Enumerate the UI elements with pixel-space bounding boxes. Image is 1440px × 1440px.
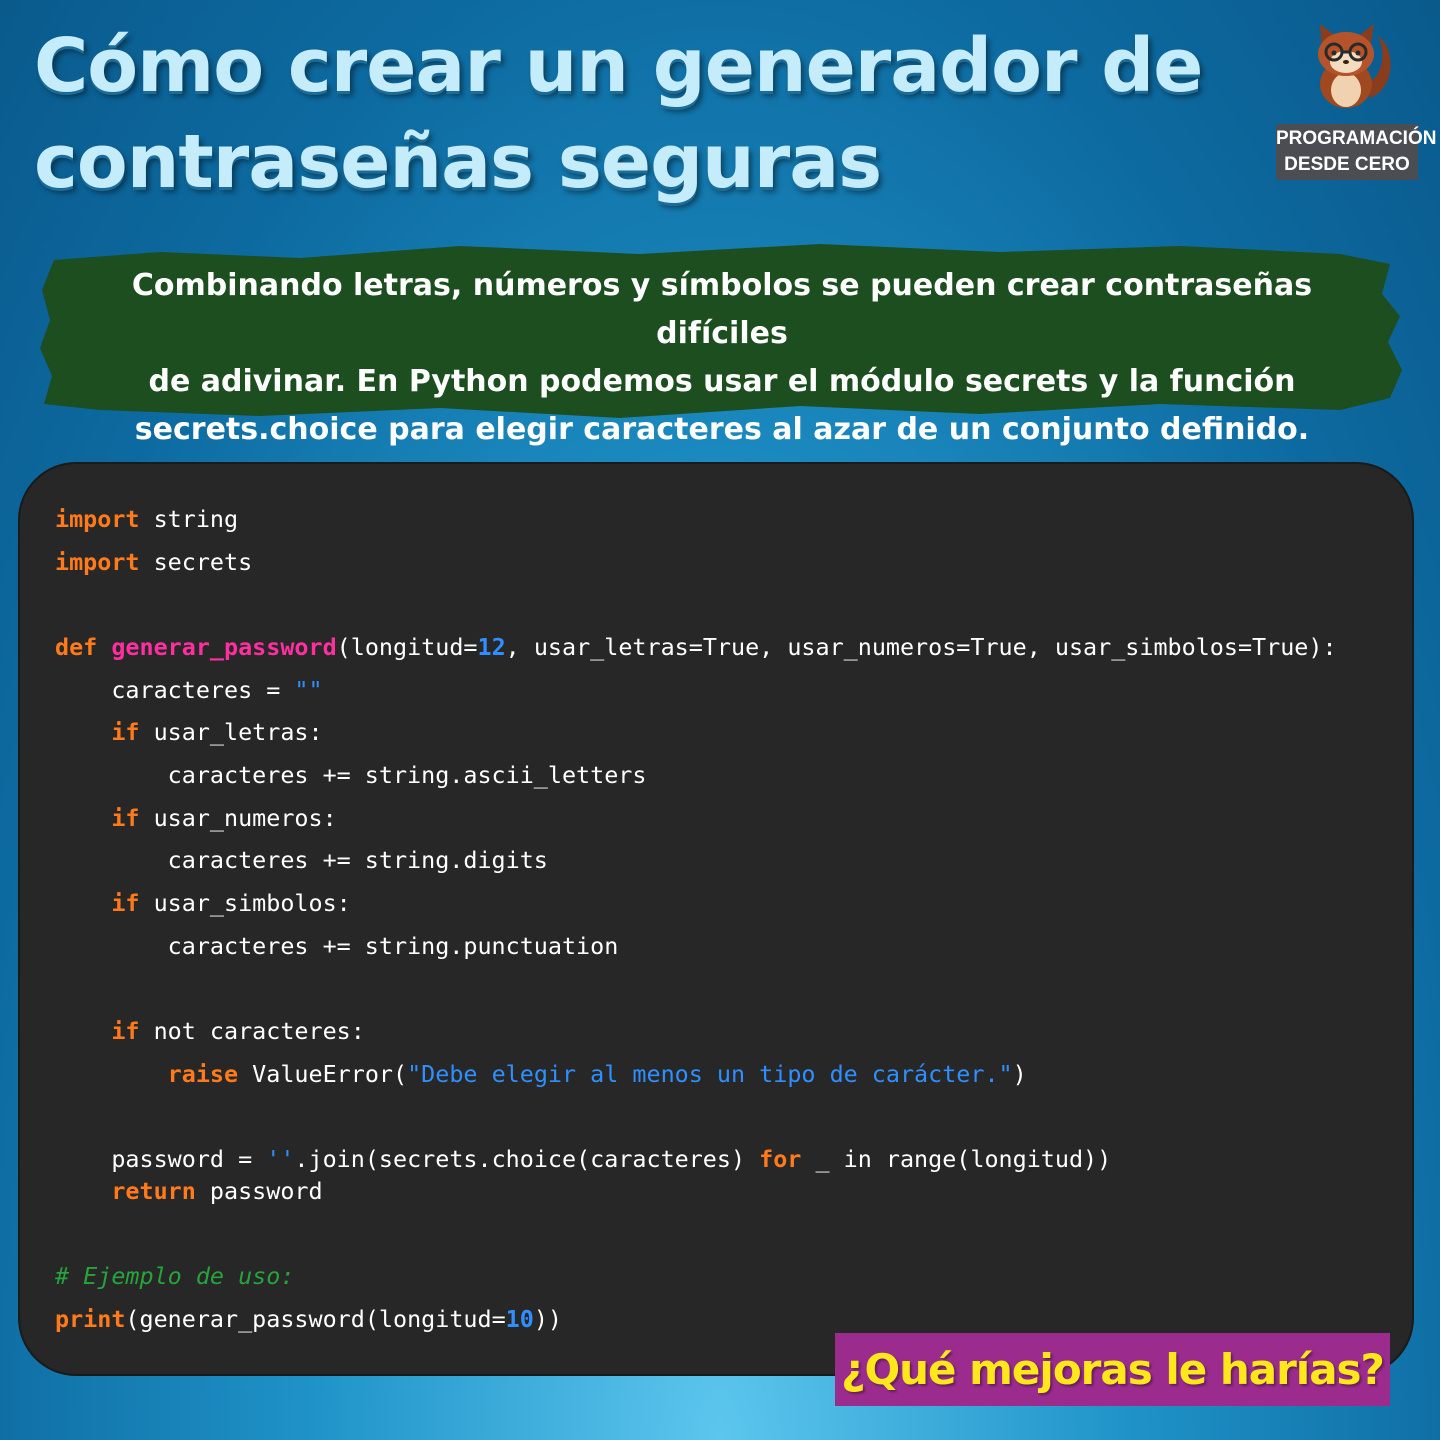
code-text: (longitud= bbox=[336, 633, 478, 661]
code-editor-panel bbox=[20, 464, 1412, 1374]
code-indent bbox=[55, 1177, 111, 1205]
code-text: caracteres = bbox=[55, 676, 295, 704]
brand-label bbox=[1276, 124, 1437, 180]
intro-line-2: de adivinar. En Python podemos usar el módulo secrets y la función bbox=[148, 364, 1296, 399]
title-line-2: contraseñas seguras bbox=[34, 119, 882, 205]
code-text: password = bbox=[55, 1145, 267, 1173]
code-indent bbox=[55, 804, 111, 832]
code-text: )) bbox=[533, 1305, 562, 1333]
code-text: secrets bbox=[139, 548, 253, 576]
code-text: _ in range(longitud)) bbox=[801, 1145, 1112, 1173]
code-string: "" bbox=[294, 676, 323, 704]
brand-logo bbox=[1276, 18, 1437, 175]
cta-banner: ¿Qué mejoras le harías? bbox=[835, 1333, 1390, 1406]
code-indent bbox=[55, 889, 111, 917]
code-indent bbox=[55, 718, 111, 746]
code-text: password bbox=[195, 1177, 323, 1205]
code-keyword: for bbox=[759, 1145, 802, 1173]
code-number: 12 bbox=[477, 633, 506, 661]
code-comment: # Ejemplo de uso: bbox=[55, 1262, 295, 1290]
code-line bbox=[55, 547, 252, 577]
intro-banner bbox=[40, 238, 1404, 447]
code-line bbox=[55, 717, 323, 747]
code-string: '' bbox=[266, 1145, 295, 1173]
code-line bbox=[55, 632, 1337, 662]
code-keyword: import bbox=[55, 505, 140, 533]
code-keyword: import bbox=[55, 548, 140, 576]
code-line bbox=[55, 1304, 562, 1334]
code-keyword: def bbox=[55, 633, 98, 661]
code-line bbox=[55, 1059, 1027, 1089]
intro-text bbox=[80, 262, 1364, 454]
page-title bbox=[34, 18, 1234, 210]
code-keyword: raise bbox=[167, 1060, 239, 1088]
brand-line-2: DESDE CERO bbox=[1284, 154, 1410, 175]
code-text: caracteres += string.digits bbox=[55, 846, 548, 874]
code-text: (generar_password(longitud= bbox=[125, 1305, 506, 1333]
code-keyword: if bbox=[111, 889, 140, 917]
intro-line-3: secrets.choice para elegir caracteres al azar de un conjunto definido. bbox=[134, 412, 1310, 447]
code-string: "Debe elegir al menos un tipo de carácter." bbox=[407, 1060, 1013, 1088]
code-keyword: if bbox=[111, 718, 140, 746]
code-line bbox=[55, 931, 618, 961]
code-line bbox=[55, 1261, 294, 1291]
code-text: usar_simbolos: bbox=[139, 889, 351, 917]
code-line bbox=[55, 1144, 1111, 1174]
code-line bbox=[55, 675, 323, 705]
code-keyword: if bbox=[111, 804, 140, 832]
code-line bbox=[55, 845, 548, 875]
code-keyword: if bbox=[111, 1017, 140, 1045]
code-text: , usar_letras=True, usar_numeros=True, usar_simbolos=True): bbox=[505, 633, 1337, 661]
code-text: ValueError( bbox=[238, 1060, 408, 1088]
code-indent bbox=[55, 1060, 168, 1088]
code-text: .join(secrets.choice(caracteres) bbox=[294, 1145, 760, 1173]
code-keyword: return bbox=[111, 1177, 196, 1205]
code-line bbox=[55, 888, 351, 918]
code-line bbox=[55, 803, 337, 833]
code-text: ) bbox=[1012, 1060, 1027, 1088]
code-line bbox=[55, 1176, 323, 1206]
code-text: caracteres += string.punctuation bbox=[55, 932, 619, 960]
code-function-name: generar_password bbox=[111, 633, 337, 661]
title-line-1: Cómo crear un generador de bbox=[34, 23, 1203, 109]
code-text: string bbox=[139, 505, 239, 533]
code-text: usar_numeros: bbox=[139, 804, 337, 832]
code-text: usar_letras: bbox=[139, 718, 323, 746]
code-number: 10 bbox=[505, 1305, 534, 1333]
code-line bbox=[55, 760, 646, 790]
fox-with-glasses-icon bbox=[1300, 18, 1396, 110]
brand-line-1: PROGRAMACIÓN bbox=[1276, 128, 1437, 149]
intro-line-1: Combinando letras, números y símbolos se pueden crear contraseñas difíciles bbox=[131, 268, 1313, 351]
code-indent bbox=[55, 1017, 111, 1045]
code-text: not caracteres: bbox=[139, 1017, 365, 1045]
code-line bbox=[55, 1016, 365, 1046]
code-line bbox=[55, 504, 238, 534]
code-text: caracteres += string.ascii_letters bbox=[55, 761, 647, 789]
code-keyword: print bbox=[55, 1305, 126, 1333]
